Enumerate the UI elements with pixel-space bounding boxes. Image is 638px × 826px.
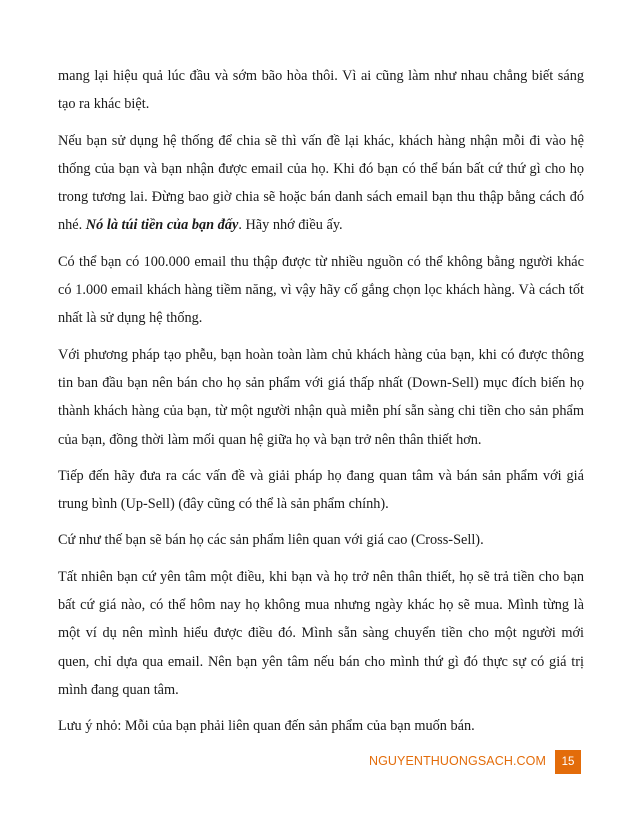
paragraph-2 [58, 127, 584, 240]
paragraph-7: Tất nhiên bạn cứ yên tâm một điều, khi bạn và họ trở nên thân thiết, họ sẽ trả tiền cho bạn bất cứ giá nào, có thể hôm nay họ không mua nhưng ngày khác họ sẽ mua. Mình từng là một ví dụ nên mình hiểu được điều đó. Mình sẵn sàng chuyển tiền cho một người mới quen, chỉ dựa qua email. Nên bạn yên tâm nếu bán cho mình thứ gì đó thực sự có giá trị mình đang quan tâm. [58, 568, 584, 698]
page-number: 15 [561, 756, 575, 768]
footer-site-name[interactable]: NGUYENTHUONGSACH.COM [368, 754, 546, 768]
paragraph-3: Có thể bạn có 100.000 email thu thập được từ nhiều nguồn có thể không bằng người khác có 1.000 email khách hàng tiềm năng, vì vậy hãy cố gắng chọn lọc khách hàng. Và cách tốt nhất là sử dụng hệ thống. [58, 253, 584, 327]
paragraph-2-text: Nếu bạn sử dụng hệ thống để chia sẽ thì vấn đề lại khác, khách hàng nhận mỗi đi vào hệ thống của bạn và bạn nhận được email của họ. Khi đó bạn có thể bán bất cứ thứ gì cho họ trong tương lai. Đừng bao giờ chia sẽ hoặc bán danh sách email bạn thu thập bằng cách đó nhé. [58, 132, 584, 234]
page-number-badge [555, 750, 581, 774]
paragraph-2-tail: . Hãy nhớ điều ấy. [238, 217, 343, 234]
paragraph-6: Cứ như thế bạn sẽ bán họ các sản phẩm liên quan với giá cao (Cross-Sell). [58, 532, 484, 549]
paragraph-5: Tiếp đến hãy đưa ra các vấn đề và giải pháp họ đang quan tâm và bán sản phẩm với giá trung bình (Up-Sell) (đây cũng có thể là sản phẩm chính). [58, 467, 584, 513]
emphasis-text: Nó là túi tiền của bạn đấy [85, 217, 239, 234]
paragraph-1: mang lại hiệu quả lúc đầu và sớm bão hòa thôi. Vì ai cũng làm như nhau chẳng biết sáng tạo ra khác biệt. [58, 68, 584, 113]
page-body [58, 62, 584, 749]
paragraph-4: Với phương pháp tạo phễu, bạn hoàn toàn làm chủ khách hàng của bạn, khi có được thông tin ban đầu bạn nên bán cho họ sản phẩm với giá thấp nhất (Down-Sell) mục đích biến họ thành khách hàng của bạn, từ một người nhận quà miễn phí sẵn sàng chi tiền cho sản phẩm của bạn, đồng thời làm mối quan hệ giữa họ và bạn trở nên thân thiết hơn. [58, 346, 584, 448]
paragraph-8: Lưu ý nhỏ: Mỗi của bạn phải liên quan đến sản phẩm của bạn muốn bán. [58, 718, 475, 735]
page-footer [0, 750, 638, 776]
